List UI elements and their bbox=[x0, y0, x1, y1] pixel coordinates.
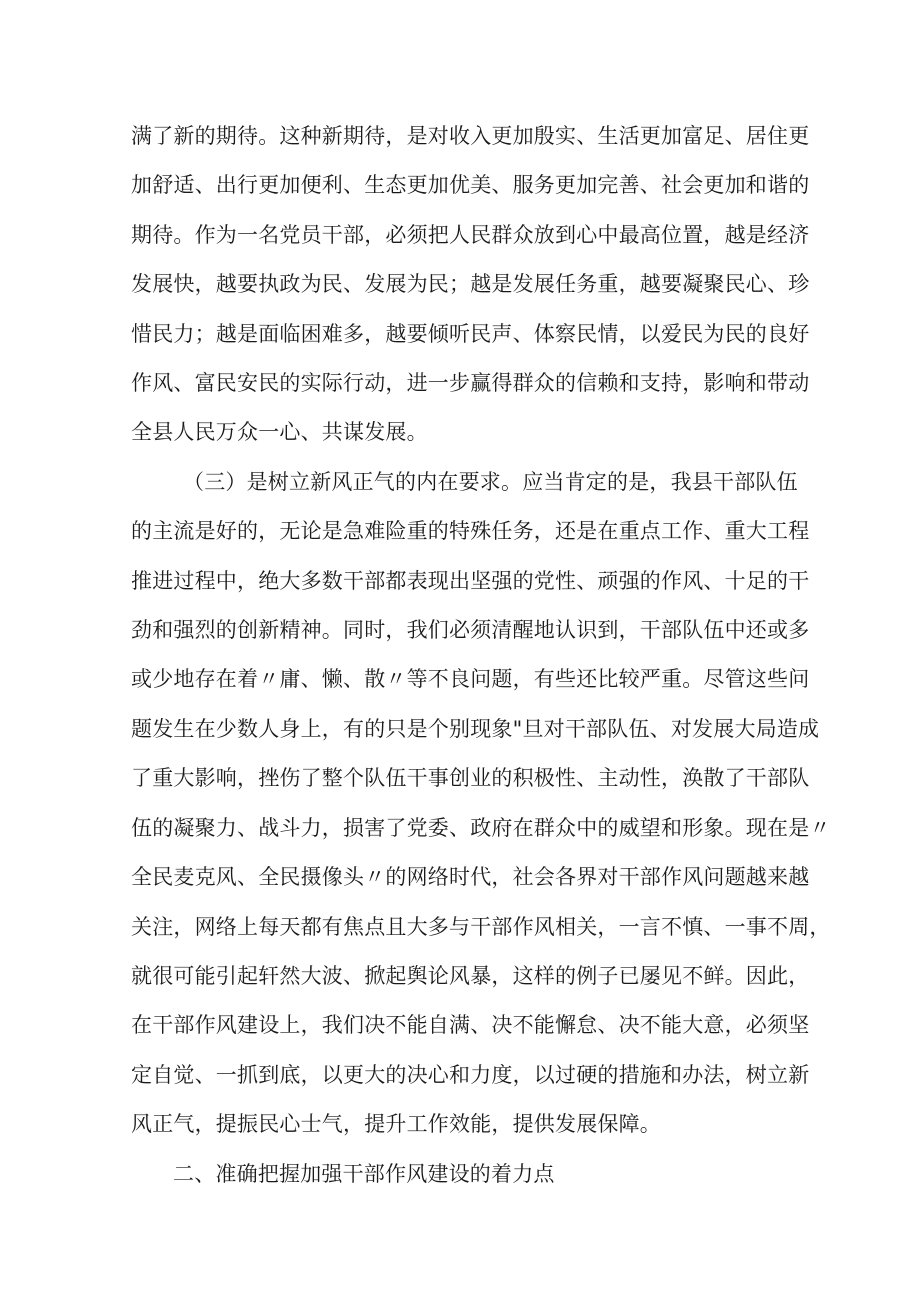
text-line: 在干部作风建设上，我们决不能自满、决不能懈怠、决不能大意，必须坚 bbox=[131, 1013, 810, 1038]
text-line: 就很可能引起轩然大波、掀起舆论风暴，这样的例子已屡见不鲜。因此， bbox=[131, 963, 810, 988]
text-line: 劲和强烈的创新精神。同时，我们必须清醒地认识到，干部队伍中还或多 bbox=[131, 618, 810, 643]
text-line: 伍的凝聚力、战斗力，损害了党委、政府在群众中的威望和形象。现在是〃 bbox=[131, 815, 831, 840]
text-line: 惜民力；越是面临困难多，越要倾听民声、体察民情，以爱民为民的良好 bbox=[131, 321, 810, 346]
document-body bbox=[131, 112, 831, 1199]
text-line: 期待。作为一名党员干部，必须把人民群众放到心中最高位置，越是经济 bbox=[131, 222, 810, 247]
text-line: 了重大影响，挫伤了整个队伍干事创业的积极性、主动性，涣散了干部队 bbox=[131, 766, 810, 791]
paragraph-2 bbox=[131, 458, 831, 1150]
text-line: 全县人民万众一心、共谋发展。 bbox=[131, 420, 428, 445]
text-line: 推进过程中，绝大多数干部都表现出坚强的党性、顽强的作风、十足的干 bbox=[131, 568, 810, 593]
paragraph-1 bbox=[131, 112, 810, 458]
text-line-indented: （三）是树立新风正气的内在要求。应当肯定的是，我县干部队伍 bbox=[183, 469, 798, 494]
text-line: 满了新的期待。这种新期待，是对收入更加殷实、生活更加富足、居住更 bbox=[131, 124, 810, 148]
text-line: 风正气，提振民心士气，提升工作效能，提供发展保障。 bbox=[131, 1112, 661, 1137]
text-line: 题发生在少数人身上，有的只是个别现象"旦对干部队伍、对发展大局造成 bbox=[131, 716, 820, 741]
section-heading: 二、准确把握加强干部作风建设的着力点 bbox=[173, 1161, 555, 1186]
text-line: 定自觉、一抓到底，以更大的决心和力度，以过硬的措施和办法，树立新 bbox=[131, 1062, 810, 1087]
text-line: 或少地存在着〃庸、懒、散〃等不良问题，有些还比较严重。尽管这些问 bbox=[131, 667, 810, 692]
text-line: 作风、富民安民的实际行动，进一步赢得群众的信赖和支持，影响和带动 bbox=[131, 371, 810, 396]
text-line: 全民麦克风、全民摄像头〃的网络时代，社会各界对干部作风问题越来越 bbox=[131, 865, 810, 890]
text-line: 的主流是好的，无论是急难险重的特殊任务，还是在重点工作、重大工程 bbox=[131, 519, 810, 544]
text-line: 加舒适、出行更加便利、生态更加优美、服务更加完善、社会更加和谐的 bbox=[131, 173, 810, 198]
text-line: 关注，网络上每天都有焦点且大多与干部作风相关，一言不慎、一事不周， bbox=[131, 914, 831, 939]
text-line: 发展快，越要执政为民、发展为民；越是发展任务重，越要凝聚民心、珍 bbox=[131, 272, 810, 297]
